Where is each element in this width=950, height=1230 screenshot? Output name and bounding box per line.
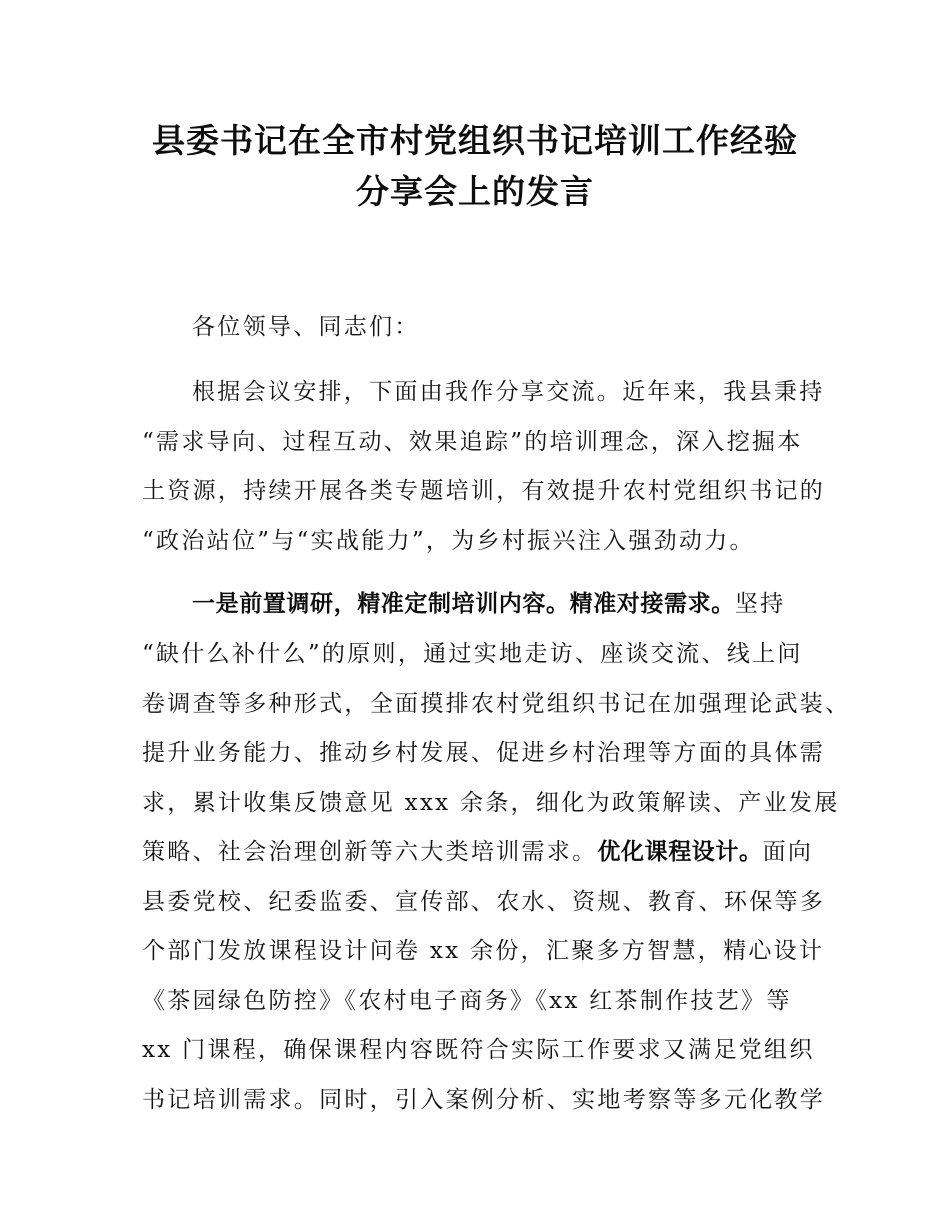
section1-line-2: “缺什么补什么”的原则，通过实地走访、座谈交流、线上问 [142,641,803,667]
section1-subheading-1: 精准对接需求。 [569,591,735,617]
section1-line-9: 《茶园绿色防控》《农村电子商务》《xx 红茶制作技艺》等 [142,988,792,1014]
section1-line-6-text: 策略、社会治理创新等六大类培训需求。 [142,839,598,865]
section1-line-1-rest: 坚持 [734,591,786,617]
section1-line-11: 书记培训需求。同时，引入案例分析、实地考察等多元化教学 [142,1087,826,1113]
section1-line-10: xx 门课程，确保课程内容既符合实际工作要求又满足党组织 [142,1037,815,1063]
intro-line-2: “需求导向、过程互动、效果追踪”的培训理念，深入挖掘本 [142,429,803,455]
section1-line-6 [142,827,832,877]
intro-line-1: 根据会议安排，下面由我作分享交流。近年来，我县秉持 [192,379,825,405]
salutation: 各位领导、同志们： [192,314,420,340]
section1-heading: 一是前置调研，精准定制培训内容。 [192,591,570,617]
document-title-line-2: 分享会上的发言 [356,172,594,211]
section1-line-4: 提升业务能力、推动乡村发展、促进乡村治理等方面的具体需 [142,740,826,766]
section1-line-6-rest: 面向 [762,839,814,865]
section1-line-8: 个部门发放课程设计问卷 xx 余份，汇聚多方智慧，精心设计 [142,938,825,964]
intro-line-3: 土资源，持续开展各类专题培训，有效提升农村党组织书记的 [142,478,826,504]
intro-line-4: “政治站位”与“实战能力”，为乡村振兴注入强劲动力。 [142,528,755,554]
section1-line-7: 县委党校、纪委监委、宣传部、农水、资规、教育、环保等多 [142,889,826,915]
section1-line-1 [192,579,882,629]
document-title-line-1: 县委书记在全市村党组织书记培训工作经验 [152,121,798,160]
section1-subheading-2: 优化课程设计。 [597,839,763,865]
section1-line-3: 卷调查等多种形式，全面摸排农村党组织书记在加强理论武装、 [142,691,851,717]
section1-line-5: 求，累计收集反馈意见 xxx 余条，细化为政策解读、产业发展 [142,790,840,816]
